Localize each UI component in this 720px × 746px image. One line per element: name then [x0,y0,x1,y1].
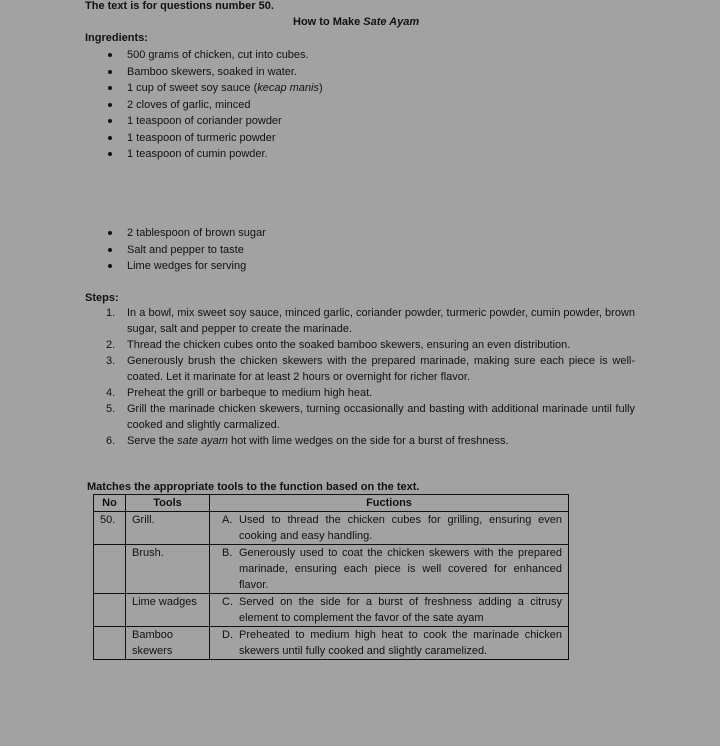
bullet-icon [108,136,112,140]
ingredient-italic: kecap manis [257,82,319,94]
header-tools: Tools [126,495,210,512]
list-item [108,113,323,130]
function-letter: B. [222,547,233,559]
list-item [108,225,266,242]
step-italic: sate ayam [177,435,228,447]
cell-tool: Bamboo skewers [126,627,210,660]
step-item [100,385,635,401]
step-item [100,433,635,449]
step-number: 1. [106,307,116,319]
step-number: 5. [106,403,116,415]
step-text: Preheat the grill or barbeque to medium high heat. [127,387,373,399]
bullet-icon [108,103,112,107]
list-item [108,47,323,64]
ingredient-text: Bamboo skewers, soaked in water. [127,65,297,78]
table-row [94,627,569,660]
list-item [108,80,323,97]
cell-function [210,545,569,594]
step-text-after: hot with lime wedges on the side for a burst of freshness. [227,435,509,447]
title-italic: Sate Ayam [363,16,420,28]
function-letter: A. [222,514,233,526]
ingredient-text: 1 teaspoon of coriander powder [127,115,282,127]
header-functions: Fuctions [210,495,569,512]
ingredient-text: 1 cup of sweet soy sauce ( [127,82,258,94]
list-item [108,146,323,163]
step-number: 2. [106,339,116,351]
ingredient-text: Salt and pepper to taste [127,243,244,256]
cell-no: 50. [94,512,126,545]
bullet-icon [108,53,112,57]
step-text: In a bowl, mix sweet soy sauce, minced garlic, coriander powder, turmeric powder, cumin powder, brown sugar, salt and pepper to create the marinade. [127,307,635,335]
ingredient-text: 1 teaspoon of cumin powder. [127,148,268,160]
table-caption: Matches the appropriate tools to the function based on the text. [87,481,420,493]
step-item [100,337,635,353]
list-item [108,242,266,259]
table-header-row [94,495,569,512]
function-letter: D. [222,629,233,641]
bullet-icon [108,264,112,268]
ingredient-after: ) [319,82,323,94]
cell-tool: Grill. [126,512,210,545]
step-text: Grill the marinade chicken skewers, turning occasionally and basting with additional marinade until fully cooked and slightly carmalized. [127,403,635,431]
cell-no [94,594,126,627]
matching-table [93,494,569,660]
table-row [94,512,569,545]
ingredient-text: 500 grams of chicken, cut into cubes. [127,49,309,61]
step-number: 4. [106,387,116,399]
ingredients-heading: Ingredients: [85,32,148,44]
bullet-icon [108,119,112,123]
ingredient-text: Lime wedges for serving [127,260,247,272]
list-item [108,64,323,81]
cell-tool: Lime wadges [126,594,210,627]
ingredient-text: 2 cloves of garlic, minced [127,98,251,111]
list-item [108,258,266,275]
step-number: 6. [106,435,116,447]
function-text: Preheated to medium high heat to cook the marinade chicken skewers until fully cooked and slightly caramelized. [239,629,562,657]
function-text: Generously used to coat the chicken skewers with the prepared marinade, ensuring each piece is well covered for enhanced flavor. [239,547,562,591]
function-text: Served on the side for a burst of freshness adding a citrusy element to complement the favor of the sate ayam [239,596,562,624]
ingredient-text: 2 tablespoon of brown sugar [127,227,266,239]
list-item [108,97,323,114]
table-row [94,545,569,594]
step-item [100,305,635,337]
bullet-icon [108,231,112,235]
steps-list [100,305,635,449]
title-prefix: How to Make [293,16,364,28]
intro-text: The text is for questions number 50. [85,0,274,12]
step-text: Serve the [127,435,178,447]
ingredients-list-2 [108,225,266,275]
cell-function [210,594,569,627]
step-item [100,401,635,433]
cell-no [94,545,126,594]
cell-no [94,627,126,660]
table-row [94,594,569,627]
step-number: 3. [106,355,116,367]
function-text: Used to thread the chicken cubes for grilling, ensuring even cooking and easy handling. [239,514,562,542]
step-item [100,353,635,385]
bullet-icon [108,248,112,252]
bullet-icon [108,152,112,156]
function-letter: C. [222,596,233,608]
step-text: Thread the chicken cubes onto the soaked bamboo skewers, ensuring an even distribution. [127,339,571,351]
page-title [293,14,419,30]
step-text: Generously brush the chicken skewers with the prepared marinade, making sure each piece is well-coated. Let it marinate for at least 2 hours or overnight for richer flavor. [127,355,635,383]
bullet-icon [108,70,112,74]
ingredient-text: 1 teaspoon of turmeric powder [127,131,276,144]
ingredients-list-1 [108,47,323,163]
header-no: No [94,495,126,512]
bullet-icon [108,86,112,90]
cell-function [210,627,569,660]
cell-tool: Brush. [126,545,210,594]
steps-heading: Steps: [85,292,119,304]
list-item [108,130,323,147]
cell-function [210,512,569,545]
